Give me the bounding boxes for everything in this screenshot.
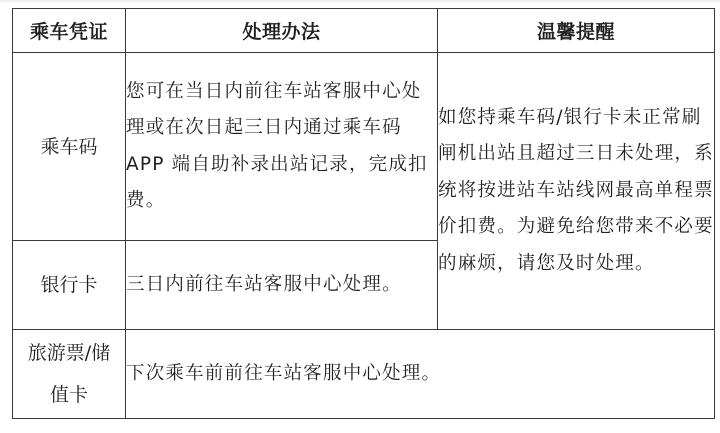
method-cell: 下次乘车前前往车站客服中心处理。 bbox=[126, 330, 715, 419]
tip-cell: 如您持乘车码/银行卡未正常刷闸机出站且超过三日未处理，系统将按进站车站线网最高单程票价扣费。为避免给您带来不必要的麻烦，请您及时处理。 bbox=[438, 53, 715, 330]
method-cell: 您可在当日内前往车站客服中心处理或在次日起三日内通过乘车码 APP 端自助补录出站记录，完成扣费。 bbox=[126, 53, 438, 241]
voucher-cell: 乘车码 bbox=[13, 53, 126, 241]
table-row bbox=[13, 330, 715, 419]
top-divider bbox=[0, 0, 720, 3]
voucher-cell: 旅游票/储值卡 bbox=[13, 330, 126, 419]
table-row bbox=[13, 53, 715, 241]
header-method: 处理办法 bbox=[126, 9, 438, 53]
header-tip: 温馨提醒 bbox=[438, 9, 715, 53]
header-voucher: 乘车凭证 bbox=[13, 9, 126, 53]
method-cell: 三日内前往车站客服中心处理。 bbox=[126, 241, 438, 330]
exit-handling-table bbox=[12, 8, 715, 419]
table-header-row bbox=[13, 9, 715, 53]
voucher-cell: 银行卡 bbox=[13, 241, 126, 330]
